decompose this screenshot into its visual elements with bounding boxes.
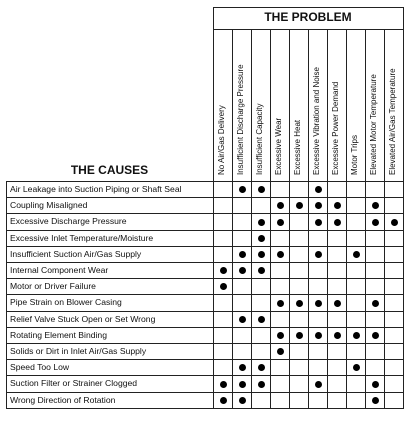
problem-mark-dot <box>296 202 303 209</box>
cause-row-label: Internal Component Wear <box>10 265 109 275</box>
column-divider <box>365 29 366 408</box>
row-divider <box>6 392 404 393</box>
problem-mark-dot <box>239 381 246 388</box>
problem-mark-dot <box>353 251 360 258</box>
row-divider <box>6 246 404 247</box>
problem-mark-dot <box>296 300 303 307</box>
problem-mark-dot <box>277 332 284 339</box>
problem-mark-dot <box>258 251 265 258</box>
problem-mark-dot <box>239 364 246 371</box>
problem-mark-dot <box>315 186 322 193</box>
problem-mark-dot <box>334 219 341 226</box>
problem-mark-dot <box>372 219 379 226</box>
problem-mark-dot <box>315 332 322 339</box>
problem-mark-dot <box>353 364 360 371</box>
cause-row-label: Rotating Element Binding <box>10 329 107 340</box>
problem-mark-dot <box>258 381 265 388</box>
problem-mark-dot <box>258 316 265 323</box>
row-divider <box>6 375 404 376</box>
causes-header: THE CAUSES <box>70 163 149 177</box>
problem-mark-dot <box>239 251 246 258</box>
problem-column-label: Elevated Air/Gas Temperature <box>388 68 397 175</box>
column-divider <box>308 29 309 408</box>
problem-column-label: Insufficient Capacity <box>255 103 264 175</box>
problem-mark-dot <box>391 219 398 226</box>
column-divider <box>251 29 252 408</box>
row-divider <box>6 230 404 231</box>
cause-row-label: Pipe Strain on Blower Casing <box>10 297 122 308</box>
problem-mark-dot <box>277 251 284 258</box>
table-border-causes-divider <box>213 7 214 408</box>
cause-row-label: Motor or Driver Failure <box>10 281 96 292</box>
header-bottom-line <box>6 181 404 182</box>
problem-column-label: Excessive Power Demand <box>331 81 340 175</box>
column-divider <box>327 29 328 408</box>
column-divider <box>346 29 347 408</box>
cause-row-label: Relief Valve Stuck Open or Set Wrong <box>10 313 156 324</box>
cause-row-label: Excessive Inlet Temperature/Moisture <box>10 232 154 243</box>
cause-row-label: Excessive Discharge Pressure <box>10 216 127 227</box>
problem-mark-dot <box>220 397 227 404</box>
problem-mark-dot <box>334 202 341 209</box>
row-divider <box>6 213 404 214</box>
problem-mark-dot <box>372 332 379 339</box>
problem-mark-dot <box>239 186 246 193</box>
row-divider <box>6 359 404 360</box>
problem-mark-dot <box>372 397 379 404</box>
problem-mark-dot <box>334 332 341 339</box>
cause-row-label: Wrong Direction of Rotation <box>10 394 116 405</box>
problem-mark-dot <box>258 219 265 226</box>
problem-mark-dot <box>315 219 322 226</box>
problem-mark-dot <box>334 300 341 307</box>
problem-column-label: Motor Trips <box>350 134 359 175</box>
problem-mark-dot <box>372 300 379 307</box>
problem-mark-dot <box>258 235 265 242</box>
problem-mark-dot <box>239 397 246 404</box>
row-divider <box>6 278 404 279</box>
problem-column-label: Elevated Motor Temperature <box>369 74 378 175</box>
cause-row-label: Solids or Dirt in Inlet Air/Gas Supply <box>10 346 147 356</box>
row-divider <box>6 311 404 312</box>
column-divider <box>270 29 271 408</box>
problem-mark-dot <box>277 219 284 226</box>
column-divider <box>289 29 290 408</box>
problem-mark-dot <box>239 267 246 274</box>
problem-mark-dot <box>277 202 284 209</box>
problem-column-label: No Air/Gas Delivery <box>217 105 226 175</box>
row-divider <box>6 343 404 344</box>
problem-mark-dot <box>372 381 379 388</box>
problem-mark-dot <box>315 251 322 258</box>
problem-mark-dot <box>315 381 322 388</box>
cause-row-label: Air Leakage into Suction Piping or Shaft Seal <box>10 184 182 194</box>
problem-mark-dot <box>315 300 322 307</box>
problem-mark-dot <box>372 202 379 209</box>
problem-mark-dot <box>258 364 265 371</box>
problem-column-label: Excessive Vibration and Noise <box>312 67 321 175</box>
cause-row-label: Insufficient Suction Air/Gas Supply <box>10 248 142 259</box>
problem-mark-dot <box>220 283 227 290</box>
cause-row-label: Speed Too Low <box>10 362 70 373</box>
problem-mark-dot <box>220 381 227 388</box>
table-border-bottom <box>6 408 404 409</box>
cause-row-label: Coupling Misaligned <box>10 200 88 211</box>
problem-column-label: Excessive Wear <box>274 117 283 175</box>
row-divider <box>6 327 404 328</box>
row-divider <box>6 262 404 263</box>
problem-mark-dot <box>258 186 265 193</box>
column-divider <box>232 29 233 408</box>
problem-mark-dot <box>220 267 227 274</box>
row-divider <box>6 197 404 198</box>
problem-mark-dot <box>296 332 303 339</box>
problem-mark-dot <box>239 316 246 323</box>
problem-mark-dot <box>277 348 284 355</box>
table-border-right <box>403 7 404 408</box>
problem-mark-dot <box>315 202 322 209</box>
problem-mark-dot <box>258 267 265 274</box>
problem-column-label: Excessive Heat <box>293 119 302 175</box>
row-divider <box>6 294 404 295</box>
cause-row-label: Suction Filter or Strainer Clogged <box>10 378 138 389</box>
problem-mark-dot <box>277 300 284 307</box>
table-border-top <box>213 7 404 8</box>
problem-column-label: Insufficient Discharge Pressure <box>236 64 245 175</box>
column-divider <box>384 29 385 408</box>
problem-header: THE PROBLEM <box>264 10 352 24</box>
problem-mark-dot <box>353 332 360 339</box>
